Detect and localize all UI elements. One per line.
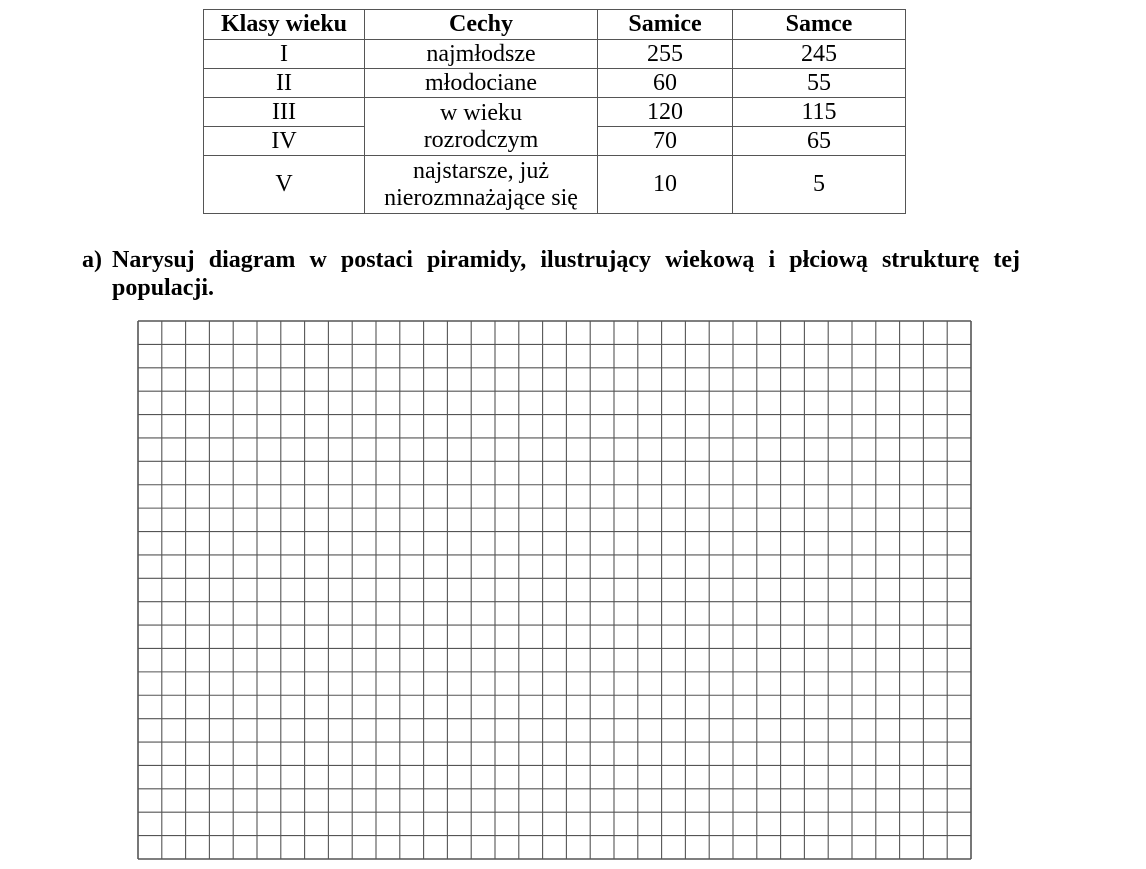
table-header-row [204, 10, 906, 40]
females-cell: 60 [598, 69, 733, 98]
features-cell-merged [365, 98, 598, 156]
table-row [204, 40, 906, 69]
task-text-line1: Narysuj diagram w postaci piramidy, ilustrujący wiekową i płciową strukturę tej [112, 247, 1020, 273]
age-class-cell: III [204, 98, 365, 127]
features-merged-line2: rozrodczym [423, 126, 539, 153]
males-cell: 65 [733, 127, 906, 156]
task-label: a) [82, 247, 102, 273]
males-cell: 55 [733, 69, 906, 98]
task-instruction [82, 246, 1020, 302]
features-line1: najstarsze, już [413, 158, 549, 185]
task-text [112, 246, 1020, 302]
females-cell: 120 [598, 98, 733, 127]
females-cell: 70 [598, 127, 733, 156]
task-text-line2: populacji. [112, 275, 215, 301]
table-row [204, 69, 906, 98]
table-row [204, 156, 906, 214]
features-merged-line1: w wieku [440, 100, 522, 127]
header-cechy: Cechy [365, 10, 598, 40]
age-class-cell: IV [204, 127, 365, 156]
females-cell: 10 [598, 156, 733, 214]
age-class-cell: V [204, 156, 365, 214]
features-cell [365, 156, 598, 214]
drawing-grid[interactable] [137, 320, 972, 860]
age-class-table [203, 9, 906, 214]
features-cell: najmłodsze [365, 40, 598, 69]
age-class-cell: I [204, 40, 365, 69]
features-cell: młodociane [365, 69, 598, 98]
males-cell: 245 [733, 40, 906, 69]
header-samce: Samce [733, 10, 906, 40]
header-klasy-wieku: Klasy wieku [204, 10, 365, 40]
features-line2: nierozmnażające się [384, 184, 578, 211]
males-cell: 115 [733, 98, 906, 127]
table-row [204, 98, 906, 127]
header-samice: Samice [598, 10, 733, 40]
males-cell: 5 [733, 156, 906, 214]
age-class-cell: II [204, 69, 365, 98]
females-cell: 255 [598, 40, 733, 69]
